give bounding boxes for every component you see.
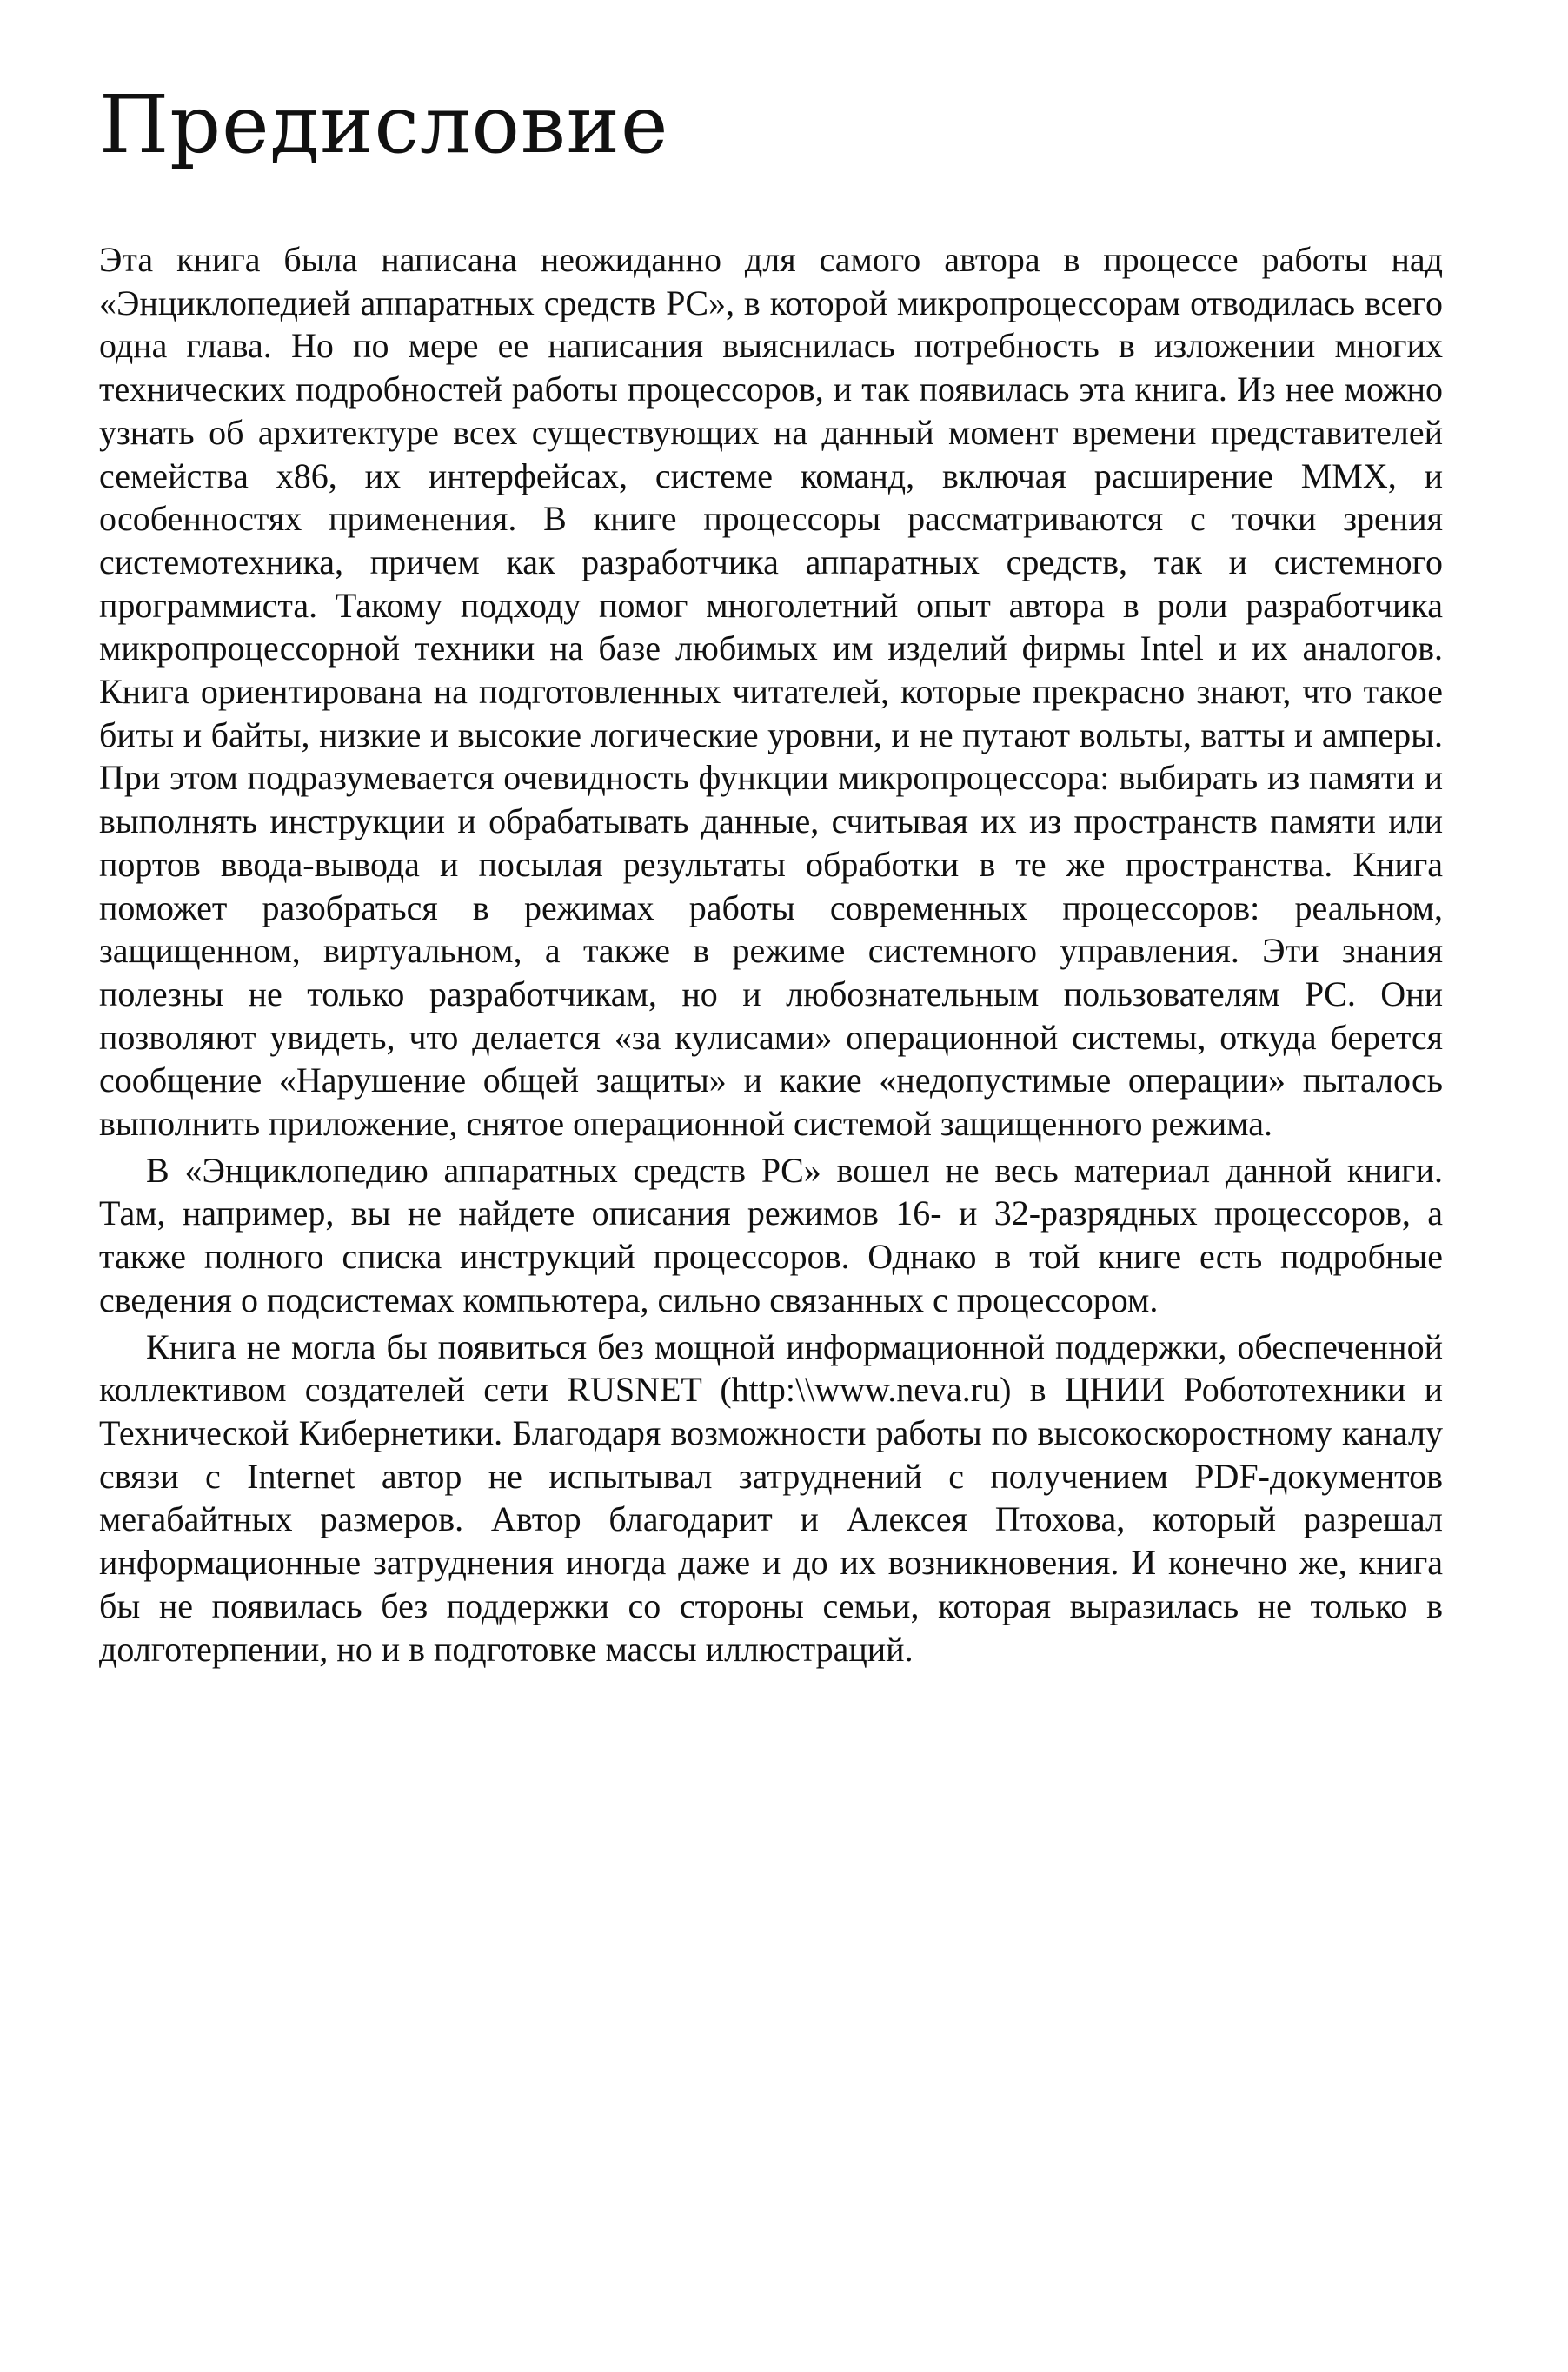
paragraph-2: В «Энциклопедию аппаратных средств PC» вошел не весь материал данной книги. Там, например, вы не найдете описания режимов 16- и 32-разрядных процессоров, а также полного списка инструкций процессоров. Однако в той книге есть подробные сведения о подсистемах компьютера, сильно связанных с процессором. bbox=[99, 1150, 1443, 1319]
paragraph-3: Книга не могла бы появиться без мощной информационной поддержки, обеспеченной коллективом создателей сети RUSNET (http:\\www.neva.ru) в ЦНИИ Робототехники и Технической Кибернетики. Благодаря возможности работы по высокоскоростному каналу связи с Internet автор не испытывал затруднений с получением PDF-документов мегабайтных размеров. Автор благодарит и Алексея Птохова, который разрешал информационные затруднения иногда даже и до их возникновения. И конечно же, книга бы не появилась без поддержки со стороны семьи, которая выразилась не только в долготерпении, но и в подготовке массы иллюстраций. bbox=[99, 1326, 1443, 1669]
page-title: Предисловие bbox=[99, 78, 669, 171]
paragraph-1: Эта книга была написана неожиданно для самого автора в процессе работы над «Энциклопедией аппаратных средств PC», в которой микропроцессорам отводилась всего одна глава. Но по мере ее написания выяснилась потребность в изложении многих технических подробностей работы процессоров, и так появилась эта книга. Из нее можно узнать об архитектуре всех существующих на данный момент времени представителей семейства x86, их интерфейсах, системе команд, включая расширение MMX, и особенностях применения. В книге процессоры рассматриваются с точки зрения системотехника, причем как разработчика аппаратных средств, так и системного программиста. Такому подходу помог многолетний опыт автора в роли разработчика микропроцессорной техники на базе любимых им изделий фирмы Intel и их аналогов. Книга ориентирована на подготовленных читателей, которые прекрасно знают, что такое биты и байты, низкие и высокие логические уровни, и не путают вольты, ватты и амперы. При этом подразумевается очевидность функции микропроцессора: выбирать из памяти и выполнять инструкции и обрабатывать данные, считывая их из пространств памяти или портов ввода-вывода и посылая результаты обработки в те же пространства. Книга поможет разобраться в режимах работы современных процессоров: реальном, защищенном, виртуальном, а также в режиме системного управления. Эти знания полезны не только разработчикам, но и любознательным пользователям PC. Они позволяют увидеть, что делается «за кулисами» операционной системы, откуда берется сообщение «Нарушение общей защиты» и какие «недопустимые операции» пыталось выполнить приложение, снятое операционной системой защищенного режима. bbox=[99, 240, 1443, 1144]
preface-body bbox=[99, 238, 1443, 1671]
